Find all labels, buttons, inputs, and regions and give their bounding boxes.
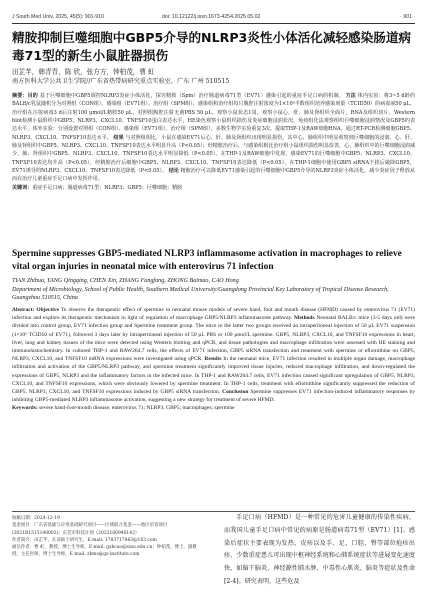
running-header: [12, 12, 415, 22]
abstract-en-conclusion-label: Conclusion: [222, 388, 249, 395]
title-en: Spermine suppresses GBP5-mediated NLRP3 inflammasome activation in macrophages to relieve vital organ injuries in neonatal mice with enterovirus 71 infection: [12, 249, 402, 272]
journal-citation: J South Med Univ, 2025, 45(5): 901-910: [12, 14, 104, 20]
keywords-cn: 重症手足口病；肠道病毒71型；NLRP3；GBP5；巨噬细胞；精胺: [32, 184, 183, 191]
footnote: [12, 515, 200, 559]
abstract-en-methods: Neonatal BALB/c mice (3-5 days old) were divided into control group, EV71 infection group and Spermine treatment group. The mice in the latter two groups received an intraperitoneal injection of 50 μL EV71 suspension (1×10⁶ TCID50 of EV71), followed 3 days later by intraperitoneal injection of 50 μL PBS or 100 μmol/L spermine. GBP5, NLRP3, CXCL10, and TNFSF10 expressions in heart, liver, lung and kidney tissues of the mice were detected using Western blotting and qPCR, and tissue pathologies and macrophage infiltration were assessed with HE staining and immunohistochemistry. In cultured THP-1 and RAW264.7 cells, the effects of EV71 infection, GBP5 siRNA transfection and treatment with spermine or eflornithine on GBP5, NLRP3, CXCL10, and TNFSF10 mRNA expressions were investigated using qPCR.: [12, 315, 416, 363]
abstract-en-objective-label: Objective: [36, 307, 59, 313]
author-info: 作者简介：田芷芊，在读硕士研究生，E-mail: 1783717883@163.com: [12, 537, 157, 543]
abstract-en-conclusion: Spermine suppresses EV71 infection-induced inflammatory responses by inhibiting GBP5-mediated NLRP3 inflammasome activation, suggesting a new strategy for treatment of severe HFMD.: [12, 388, 416, 404]
abstract-en: [12, 306, 415, 412]
abstract-en-label: Abstract:: [12, 307, 35, 313]
keywords-cn-label: 关键词：: [12, 184, 33, 191]
abstract-cn-results-label: 结果: [113, 134, 124, 141]
abstract-cn-conclusion-label: 结论: [168, 168, 179, 175]
abstract-cn-objective: 基于巨噬细胞中GBP5调控NLRP3炎症小体活化，探究精胺（Spm）治疗肠道病毒71型（EV71）感染引起的重症手足口病的机制。: [39, 93, 344, 99]
abstract-cn-conclusion: 精胺治疗可以降低EV71感染引起的巨噬细胞中GBP5介导的NLRP3炎症小体活化，减少炎症因子释放从而在治疗儿童重症手足口病中发挥作用。: [12, 168, 415, 183]
abstract-cn-methods-label: 方法: [345, 93, 357, 99]
funding: 基金项目：广东省基础与应用基础研究项目——区域联合基金——地区培育项目(2021B1515140002)；东莞市科技计划（2023180940142）: [12, 523, 168, 536]
page-number: · 901 ·: [400, 14, 415, 20]
affiliation-cn: 南方医科大学公共卫生学院//广东省热带病研究重点实验室，广东 广州 510515: [12, 78, 230, 85]
title-cn: 精胺抑制巨噬细胞中GBP5介导的NLRP3炎性小体活化减轻感染肠道病毒71型的新生小鼠脏器损伤: [12, 30, 412, 63]
authors-en: TIAN Zhihua, YANG Qingqing, CHEN Xin, ZHANG Fangfang, ZHONG Baimao, CAO Hong: [12, 278, 239, 284]
received-date: 收稿日期：2024-12-19: [12, 516, 60, 521]
abstract-cn-objective-label: 摘要：目的: [12, 93, 38, 99]
affiliation-en: Department of Microbiology, School of Public Health, Southern Medical University/Guangdong Provincial Key Laboratory of Tropical Disease Research, Guangzhou 510515, China: [12, 287, 389, 302]
abstract-cn: [12, 92, 415, 192]
authors-cn: 田芷芊，韩青青，陈 欣，张方方，钟柏茂，曹 虹: [12, 68, 155, 76]
keywords-en-label: Keywords:: [12, 405, 38, 412]
correspondence: 通信作者：曹 虹，教授，博士生导师，E-mail: gzhcao@smu.edu.cn；钟柏茂，博士，副教授，主任医师，博士生导师，E-mail: zbms@gz-institute.com: [12, 545, 197, 558]
abstract-cn-results: 与对照组相比，小鼠在感染EV71后心、肝、肺及肾组织出现明显损伤，其中心、肺组织中明显观察到巨噬细胞的浸润。心、肝、肺及肾组织中GBP5、NLRP3、CXCL10、TNFSF10表达水平明显升高（P<0.05）；经精胺治疗后，与感染组相比治疗组小鼠组织损伤明显改善，心、肺组织中的巨噬细胞浸润减少，肺、肾组织中GBP5、NLRP3、CXCL10、TNFSF10表达水平明显降低（P<0.05）。在THP-1及RAW细胞中发现，感染EV71的巨噬细胞中GBP5、NLRP3、CXCL10、TNFSF10表达均升高（P<0.05），经精胺治疗后细胞中GBP5、NLRP3、CXCL10、TNFSF10表达降低（P<0.05）。在THP-1细胞中使用GBP5 siRNA干扰后敲降GBP5，EV71诱导的NLRP3、CXCL10、TNFSF10表达降低（P<0.05）。: [12, 134, 416, 175]
abstract-en-results-label: Results: [204, 356, 222, 363]
abstract-en-results: In the neonatal mice, EV71 infection resulted in multiple organ damage, macrophage infiltration and activation of the GBP5/NLRP3 pathway, and spermine treatment significantly improved tissue injuries, reduced macrophage infiltration, and down-regulated the expressions of GBP5, NLRP3 and the inflammatory factors in the infected mice. In THP-1 and RAW264.7 cells, EV71 infection caused significant upregulation of GBP5, NLRP3, CXCL10, and TNFSF10 expressions, which were obviously lowered by spermine treatment. In THP-1 cells, treatment with eflornithine significantly suppressed the reduction of GBP5, NLRP3, CXCL10, and TNFSF10 expressions induced by GBP5 siRNA transfection.: [12, 356, 416, 395]
header-rule: [12, 23, 415, 24]
intro-paragraph: 手足口病（HFMD）是一种常见的危害儿童健康的传染性疾病，而我国儿童手足口病中常见的病原是肠道病毒71型（EV71）[1]。感染后症状主要表现为发热、皮疹以及手、足、口腔、臀等部位疱疹出疹，少数重症患儿可出现中枢神经系统和心肺系统症状等进展变化速度快，如脑干脑炎、神经源性肺水肿、中毒性心肌炎、脑炎等症状及性命[2-4]。研究表明，这些危及: [224, 514, 415, 585]
doi: doi: 10.12122/j.issn.1673-4254.2025.05.02: [162, 14, 261, 20]
keywords-en: severe hand-foot-mouth disease; enterovirus 71; NLRP3; GBP5; macrophages; spermine: [39, 405, 235, 412]
abstract-en-methods-label: Methods: [294, 315, 315, 322]
abstract-cn-methods: 体内实验：将3~5 d龄的BALB/c乳鼠随机分为对照组（CON组）、感染组（EV71组）、治疗组（SPM组），感染组和治疗组每只腹腔注射浓度为1×10⁶半数组织培养感染剂量（TCID50）的病毒液50 μL，治疗组在注射病毒3 d后注射100 μmol/L精胺50 μL，对照组腹腔注射无菌PBS 50 μL。观察小鼠状态1周，观察小鼠心、肝、肺及肾组织全面片，RNA及组织切片，Western blot检测小鼠组织中GBP5、NLRP3、CXCL10、TNFSF10蛋白表达水平，HE染色观察小鼠组织损伤及炎症细胞浸润状况，免疫组化法观察组织巨噬细胞浸润情况及GBP5的表达水平。体外实验：分别设置对照组（CON组）、感染组（EV71组）、治疗组（SPM组），多数生物学实验重复3次。提取THP-1及RAW细胞RNA，通过RT-PCR检测细胞GBP5、NLRP3、CXCL10、TNFSF10表达水平。: [12, 93, 416, 141]
abstract-en-objective: To observe the therapeutic effect of spermine in neonatal mouse models of severe hand, foot and mouth disease (HFMD) caused by enterovirus 71 (EV71) infection and explore its therapeutic mechanism in light of regulation of macrophage GBP5/NLRP3 inflammasome pathway.: [12, 307, 416, 322]
